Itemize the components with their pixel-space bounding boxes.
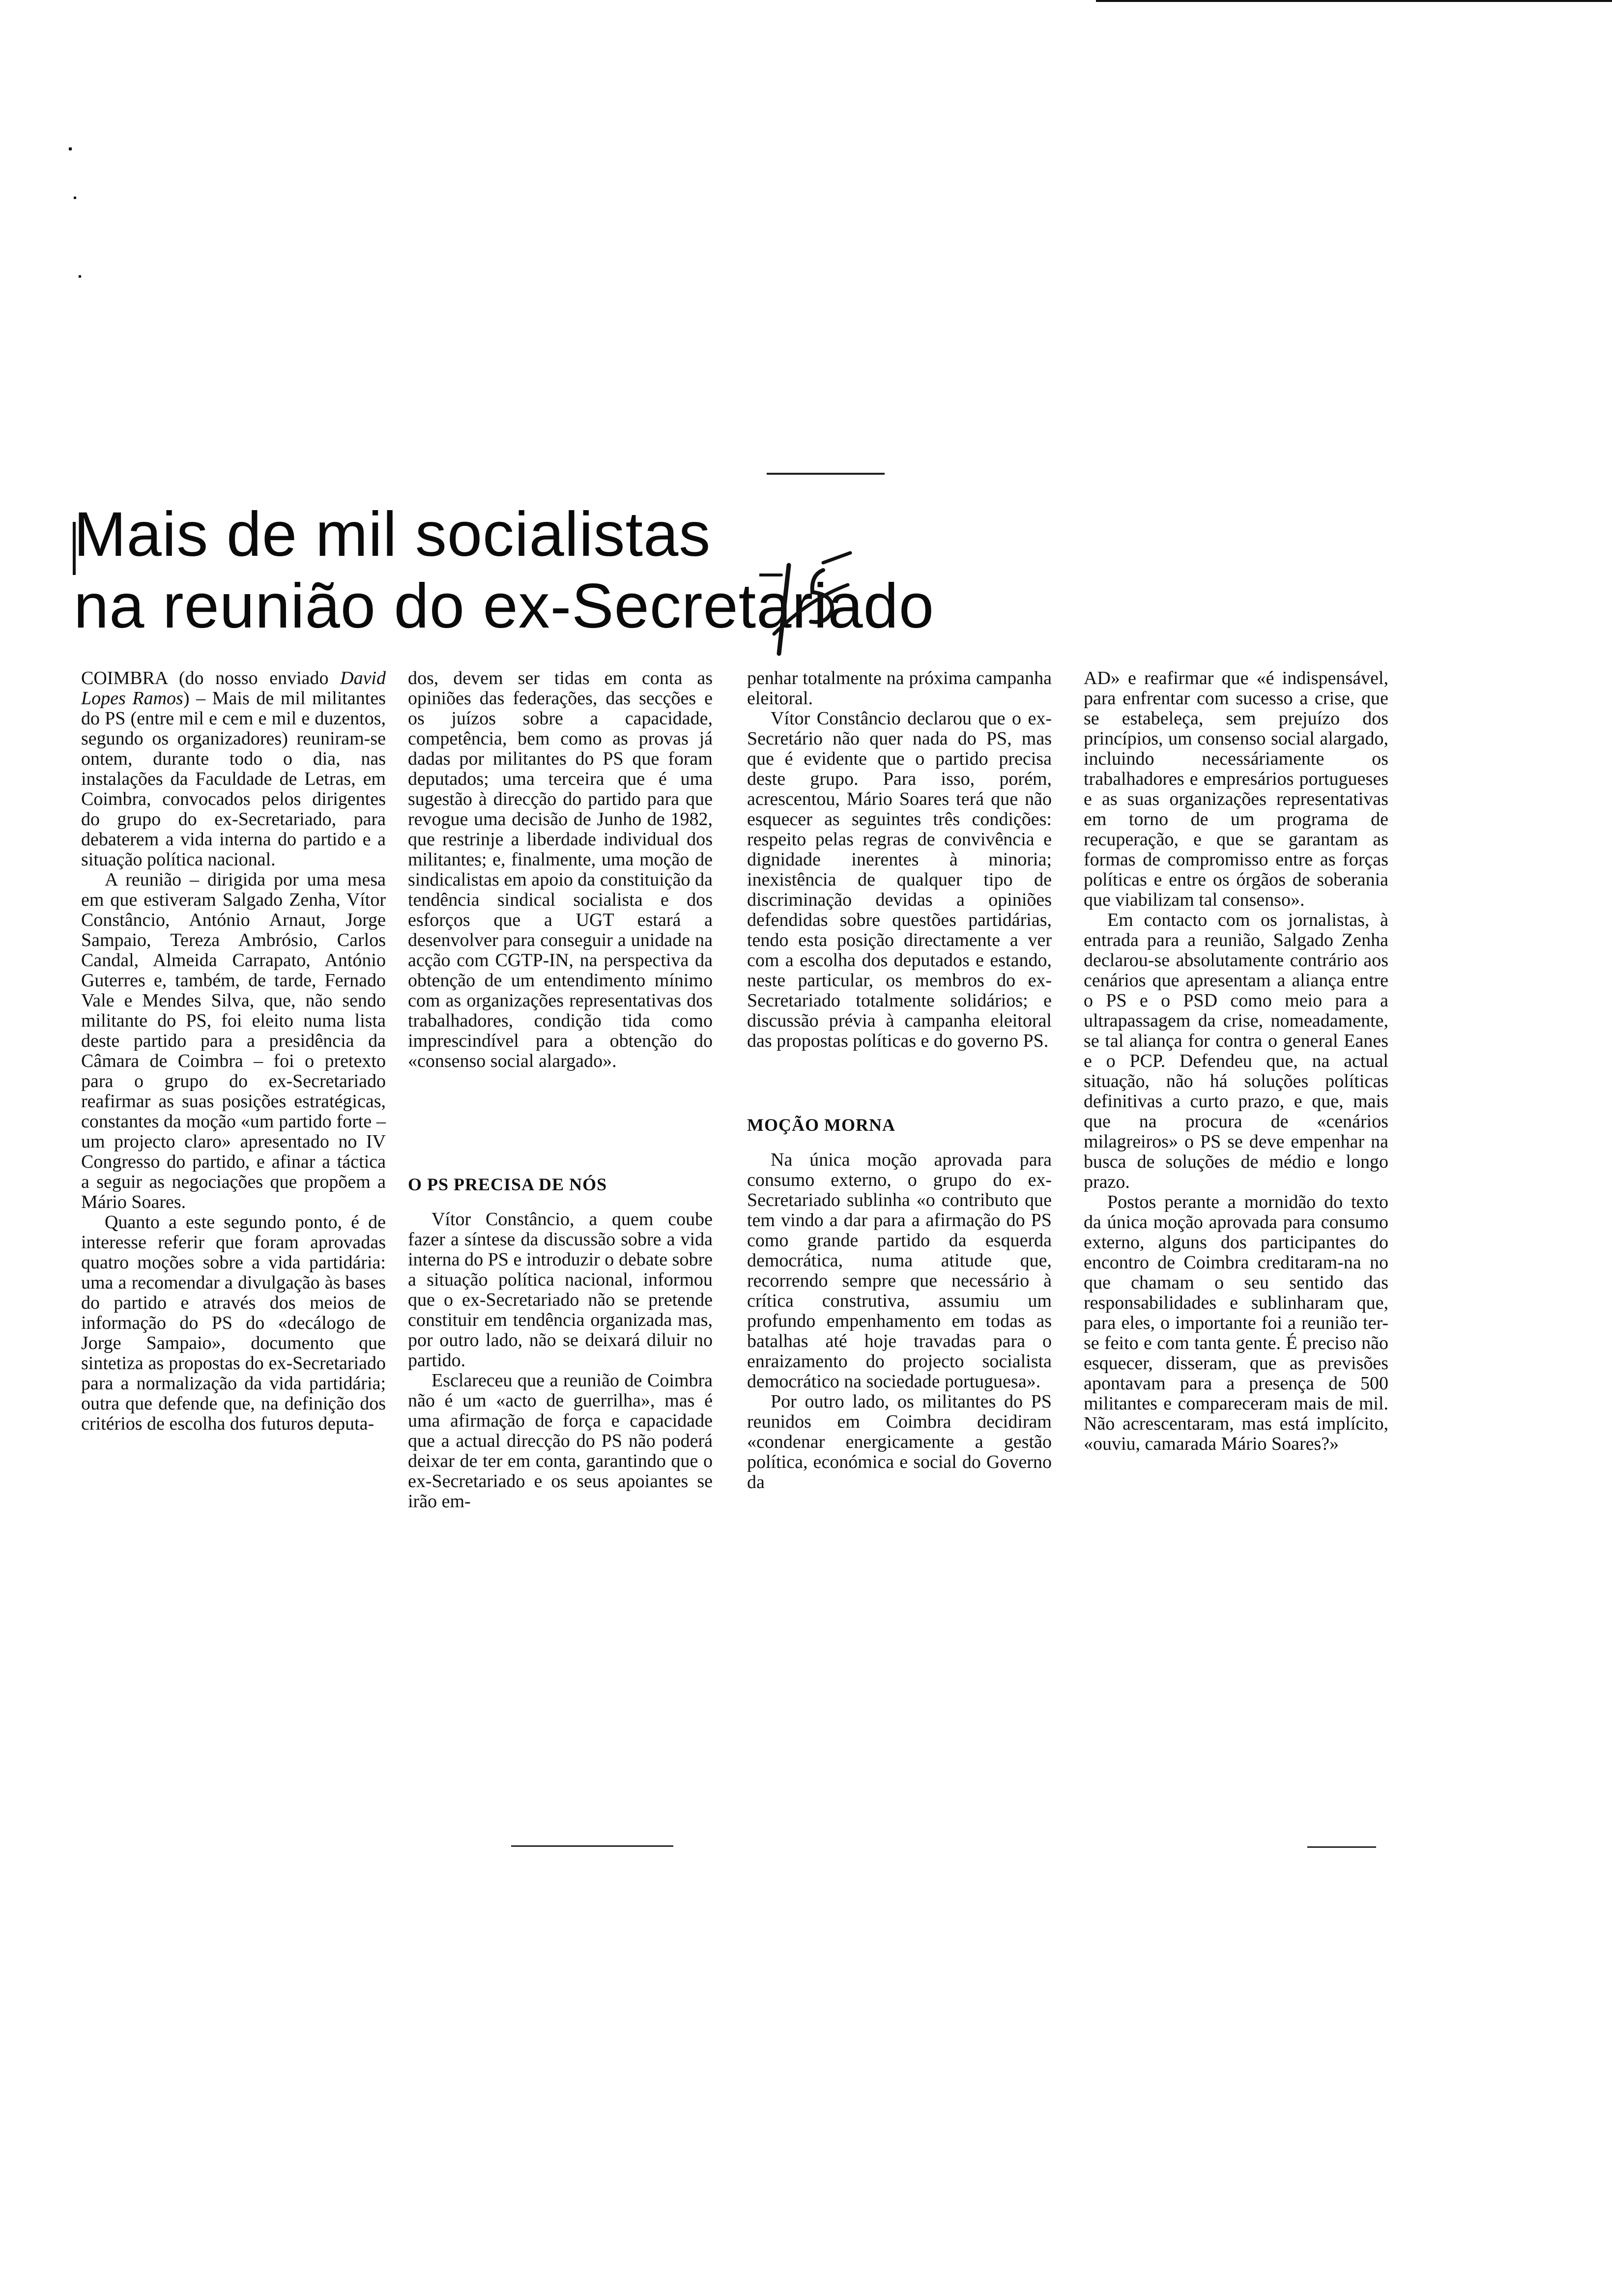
paragraph: Esclareceu que a reunião de Coimbra não é um «acto de guerrilha», mas é uma afirmação de força e capacidade que a actual direcção do PS não poderá deixar de ter em conta, garantindo que o ex-Secretariado e os seus apoiantes se irão em- [408,1370,713,1512]
dateline: COIMBRA (do nosso enviado [81,668,341,689]
column-2 [408,668,713,1512]
headline-line-1: Mais de mil socialistas [74,499,711,570]
subheading: O PS PRECISA DE NÓS [408,1175,607,1194]
author-name: David Lopes Ramos [81,668,386,709]
paragraph: Vítor Constâncio declarou que o ex-Secretário não quer nada do PS, mas que é evidente que o partido precisa deste grupo. Para isso, porém, acrescentou, Mário Soares terá que não esquecer as seguintes três condições: respeito pelas regras de convivência e dignidade inerentes à minoria; inexistência de qualquer tipo de discriminação devidas a opiniões defendidas sobre questões partidárias, tendo esta posição directamente a ver com a escolha dos deputados e estando, neste particular, os membros do ex-Secretariado totalmente solidários; e discussão prévia à campanha eleitoral das propostas políticas e do governo PS. [747,708,1052,1051]
paragraph: Quanto a este segundo ponto, é de interesse referir que foram aprovadas quatro moções sobre a vida partidária: uma a recomendar a divulgação às bases do partido e através dos meios de informação do PS do «decálogo de Jorge Sampaio», documento que sintetiza as propostas do ex-Secretariado para a normalização da vida partidária; outra que defende que, na definição dos critérios de escolha dos futuros deputa- [81,1212,386,1434]
column-4 [1084,668,1388,1454]
end-rule [1307,1846,1376,1848]
column-3 [747,668,1052,1492]
end-rule [511,1845,673,1847]
paragraph: penhar totalmente na próxima campanha eleitoral. [747,668,1052,709]
paragraph: dos, devem ser tidas em conta as opiniões das federações, das secções e os juízos sobre a capacidade, competência, bem como as provas já dadas por militantes do PS que foram deputados; uma terceira que é uma sugestão à direcção do partido para que revogue uma decisão de Junho de 1982, que restrinje a liberdade individual dos militantes; e, finalmente, uma moção de sindicalistas em apoio da constituição da tendência sindical socialista e dos esforços que a UGT estará a desenvolver para conseguir a unidade na acção com CGTP-IN, na perspectiva da obtenção de um entendimento mínimo com as organizações representativas dos trabalhadores, condição tida como imprescindível para a obtenção do «consenso social alargado». [408,668,713,1071]
scan-top-border [1096,0,1612,2]
scan-speck [74,197,76,199]
lead-text: ) – Mais de mil militantes do PS (entre mil e cem e mil e duzentos, segundo os organizadores) reuniram-se ontem, durante todo o dia, nas instalações da Faculdade de Letras, em Coimbra, convocados pelos dirigentes do grupo do ex-Secretariado, para debaterem a vida interna do partido e a situação política nacional. [81,688,386,870]
column-1 [81,668,386,1434]
paragraph: Vítor Constâncio, a quem coube fazer a síntese da discussão sobre a vida interna do PS e introduzir o debate sobre a situação política nacional, informou que o ex-Secretariado não se pretende constituir em tendência organizada mas, por outro lado, não se deixará diluir no partido. [408,1209,713,1371]
paragraph: A reunião – dirigida por uma mesa em que estiveram Salgado Zenha, Vítor Constâncio, António Arnaut, Jorge Sampaio, Tereza Ambrósio, Carlos Candal, Almeida Carrapato, António Guterres e, também, de tarde, Fernado Vale e Mendes Silva, que, não sendo militante do PS, foi eleito numa lista deste partido para a presidência da Câmara de Coimbra – foi o pretexto para o grupo do ex-Secretariado reafirmar as suas posições estratégicas, constantes da moção «um partido forte – um projecto claro» apresentado no IV Congresso do partido, e afinar a táctica a seguir as negociações que propõem a Mário Soares. [81,869,386,1212]
top-dash-rule [767,473,885,475]
paragraph: Na única moção aprovada para consumo externo, o grupo do ex-Secretariado sublinha «o contributo que tem vindo a dar para a afirmação do PS como grande partido da esquerda democrática, numa atitude que, recorrendo sempre que necessário à crítica construtiva, assumiu um profundo empenhamento em todas as batalhas até hoje travadas para o enraizamento do projecto socialista democrático na sociedade portuguesa». [747,1149,1052,1392]
paragraph: Em contacto com os jornalistas, à entrada para a reunião, Salgado Zenha declarou-se absolutamente contrário aos cenários que apresentam a aliança entre o PS e o PSD como meio para a ultrapassagem da crise, nomeadamente, se tal aliança for contra o general Eanes e o PCP. Defendeu que, na actual situação, não há soluções políticas definitivas a curto prazo, e que, mais que na procura de «cenários milagreiros» o PS se deve empenhar na busca de soluções de médio e longo prazo. [1084,910,1388,1192]
paragraph: AD» e reafirmar que «é indispensável, para enfrentar com sucesso a crise, que se estabeleça, sem prejuízo dos princípios, um consenso social alargado, incluindo necessáriamente os trabalhadores e empresários portugueses e as suas organizações representativas em torno de um programa de recuperação, e que se garantam as formas de compromisso entre as forças políticas e entre os órgãos de soberania que viabilizam tal consenso». [1084,668,1388,910]
scan-speck [69,147,72,150]
headline-line-2: na reunião do ex-Secretariado [74,571,934,641]
paragraph: Por outro lado, os militantes do PS reunidos em Coimbra decidiram «condenar energicamente a gestão política, económica e social do Governo da [747,1391,1052,1492]
paragraph [81,668,386,870]
scan-speck [79,275,81,278]
paragraph: Postos perante a mornidão do texto da única moção aprovada para consumo externo, alguns dos participantes do encontro de Coimbra creditaram-na no que chamam o seu sentido das responsabilidades e sublinharam que, para eles, o importante foi a reunião ter-se feito e com tanta gente. É preciso não esquecer, disseram, que as previsões apontavam para a presença de 500 militantes e compareceram mais de mil. Não acrescentaram, mas está implícito, «ouviu, camarada Mário Soares?» [1084,1192,1388,1454]
subheading: MOÇÃO MORNA [747,1115,895,1135]
